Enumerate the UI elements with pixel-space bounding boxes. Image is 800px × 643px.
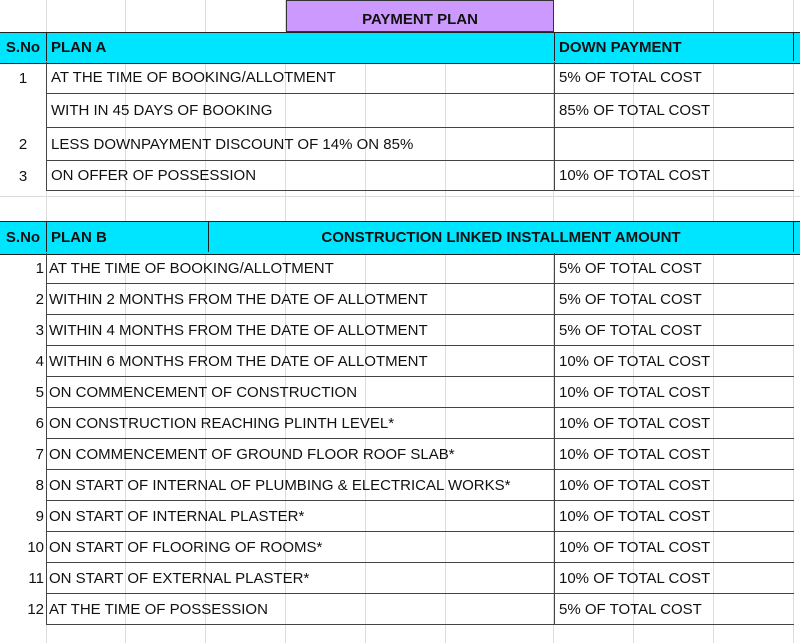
plan-b-row [0, 408, 800, 439]
plan-b-row [0, 501, 800, 532]
plan-b-description: ON START OF INTERNAL PLASTER* [46, 501, 554, 532]
plan-b-amount: 10% OF TOTAL COST [554, 408, 794, 439]
plan-b-row [0, 284, 800, 315]
plan-b-amount: 10% OF TOTAL COST [554, 439, 794, 470]
plan-b-row [0, 470, 800, 501]
plan-a-row [0, 128, 800, 161]
plan-a-description: WITH IN 45 DAYS OF BOOKING [46, 94, 554, 128]
plan-b-description: AT THE TIME OF BOOKING/ALLOTMENT [46, 253, 554, 284]
plan-b-sno: 5 [35, 384, 44, 401]
plan-b-amount: 5% OF TOTAL COST [554, 315, 794, 346]
plan-b-plan-header: PLAN B [46, 222, 208, 252]
plan-b-description: ON COMMENCEMENT OF GROUND FLOOR ROOF SLAB* [46, 439, 554, 470]
plan-b-row [0, 377, 800, 408]
plan-a-amount: 85% OF TOTAL COST [554, 94, 794, 128]
plan-b-amount: 10% OF TOTAL COST [554, 501, 794, 532]
plan-b-amount: 10% OF TOTAL COST [554, 377, 794, 408]
plan-b-payment-header: CONSTRUCTION LINKED INSTALLMENT AMOUNT [208, 222, 794, 252]
plan-a-description: ON OFFER OF POSSESSION [46, 161, 554, 191]
plan-a-row [0, 94, 800, 128]
plan-a-sno: 1 [18, 69, 28, 87]
plan-b-sno: 3 [35, 322, 44, 339]
plan-b-row [0, 346, 800, 377]
plan-b-sno: 7 [35, 446, 44, 463]
plan-b-amount: 5% OF TOTAL COST [554, 284, 794, 315]
plan-a-row [0, 62, 800, 94]
plan-a-sno-header: S.No [5, 38, 41, 56]
plan-a-amount: 5% OF TOTAL COST [554, 62, 794, 94]
plan-b-description: ON START OF FLOORING OF ROOMS* [46, 532, 554, 563]
plan-a-plan-header: PLAN A [46, 33, 554, 61]
plan-b-sno: 12 [27, 601, 44, 618]
plan-b-sno: 1 [35, 260, 44, 277]
plan-a-description: AT THE TIME OF BOOKING/ALLOTMENT [46, 62, 554, 94]
plan-b-description: ON CONSTRUCTION REACHING PLINTH LEVEL* [46, 408, 554, 439]
plan-b-amount: 10% OF TOTAL COST [554, 470, 794, 501]
plan-b-sno: 4 [35, 353, 44, 370]
plan-b-row [0, 594, 800, 625]
plan-b-row [0, 315, 800, 346]
plan-b-amount: 10% OF TOTAL COST [554, 563, 794, 594]
title-row [0, 0, 800, 32]
plan-b-sno-header: S.No [5, 228, 41, 246]
plan-b-description: WITHIN 2 MONTHS FROM THE DATE OF ALLOTMENT [46, 284, 554, 315]
plan-a-sno: 2 [18, 136, 28, 153]
plan-a-row [0, 161, 800, 191]
plan-b-sno: 2 [35, 291, 44, 308]
plan-b-description: ON COMMENCEMENT OF CONSTRUCTION [46, 377, 554, 408]
plan-b-row [0, 439, 800, 470]
plan-b-row [0, 563, 800, 594]
plan-b-header-row [0, 221, 800, 255]
plan-b-sno: 8 [35, 477, 44, 494]
plan-b-description: ON START OF EXTERNAL PLASTER* [46, 563, 554, 594]
plan-b-amount: 5% OF TOTAL COST [554, 594, 794, 625]
plan-a-sno: 3 [18, 167, 28, 185]
plan-b-description: AT THE TIME OF POSSESSION [46, 594, 554, 625]
plan-a-amount: 10% OF TOTAL COST [554, 161, 794, 191]
plan-a-payment-header: DOWN PAYMENT [554, 33, 794, 61]
plan-b-amount: 10% OF TOTAL COST [554, 532, 794, 563]
plan-b-description: WITHIN 4 MONTHS FROM THE DATE OF ALLOTMENT [46, 315, 554, 346]
plan-b-sno: 9 [35, 508, 44, 525]
plan-b-sno: 11 [28, 570, 44, 587]
plan-b-row [0, 253, 800, 284]
payment-plan-title: PAYMENT PLAN [286, 0, 554, 32]
plan-a-amount [554, 128, 794, 161]
plan-b-amount: 5% OF TOTAL COST [554, 253, 794, 284]
plan-b-description: WITHIN 6 MONTHS FROM THE DATE OF ALLOTMENT [46, 346, 554, 377]
plan-a-sno [0, 94, 46, 128]
plan-b-description: ON START OF INTERNAL OF PLUMBING & ELECTRICAL WORKS* [46, 470, 554, 501]
plan-b-amount: 10% OF TOTAL COST [554, 346, 794, 377]
plan-b-sno: 10 [27, 539, 44, 556]
plan-b-sno: 6 [35, 415, 44, 432]
plan-a-description: LESS DOWNPAYMENT DISCOUNT OF 14% ON 85% [46, 128, 554, 161]
plan-b-row [0, 532, 800, 563]
plan-a-header-row [0, 32, 800, 64]
